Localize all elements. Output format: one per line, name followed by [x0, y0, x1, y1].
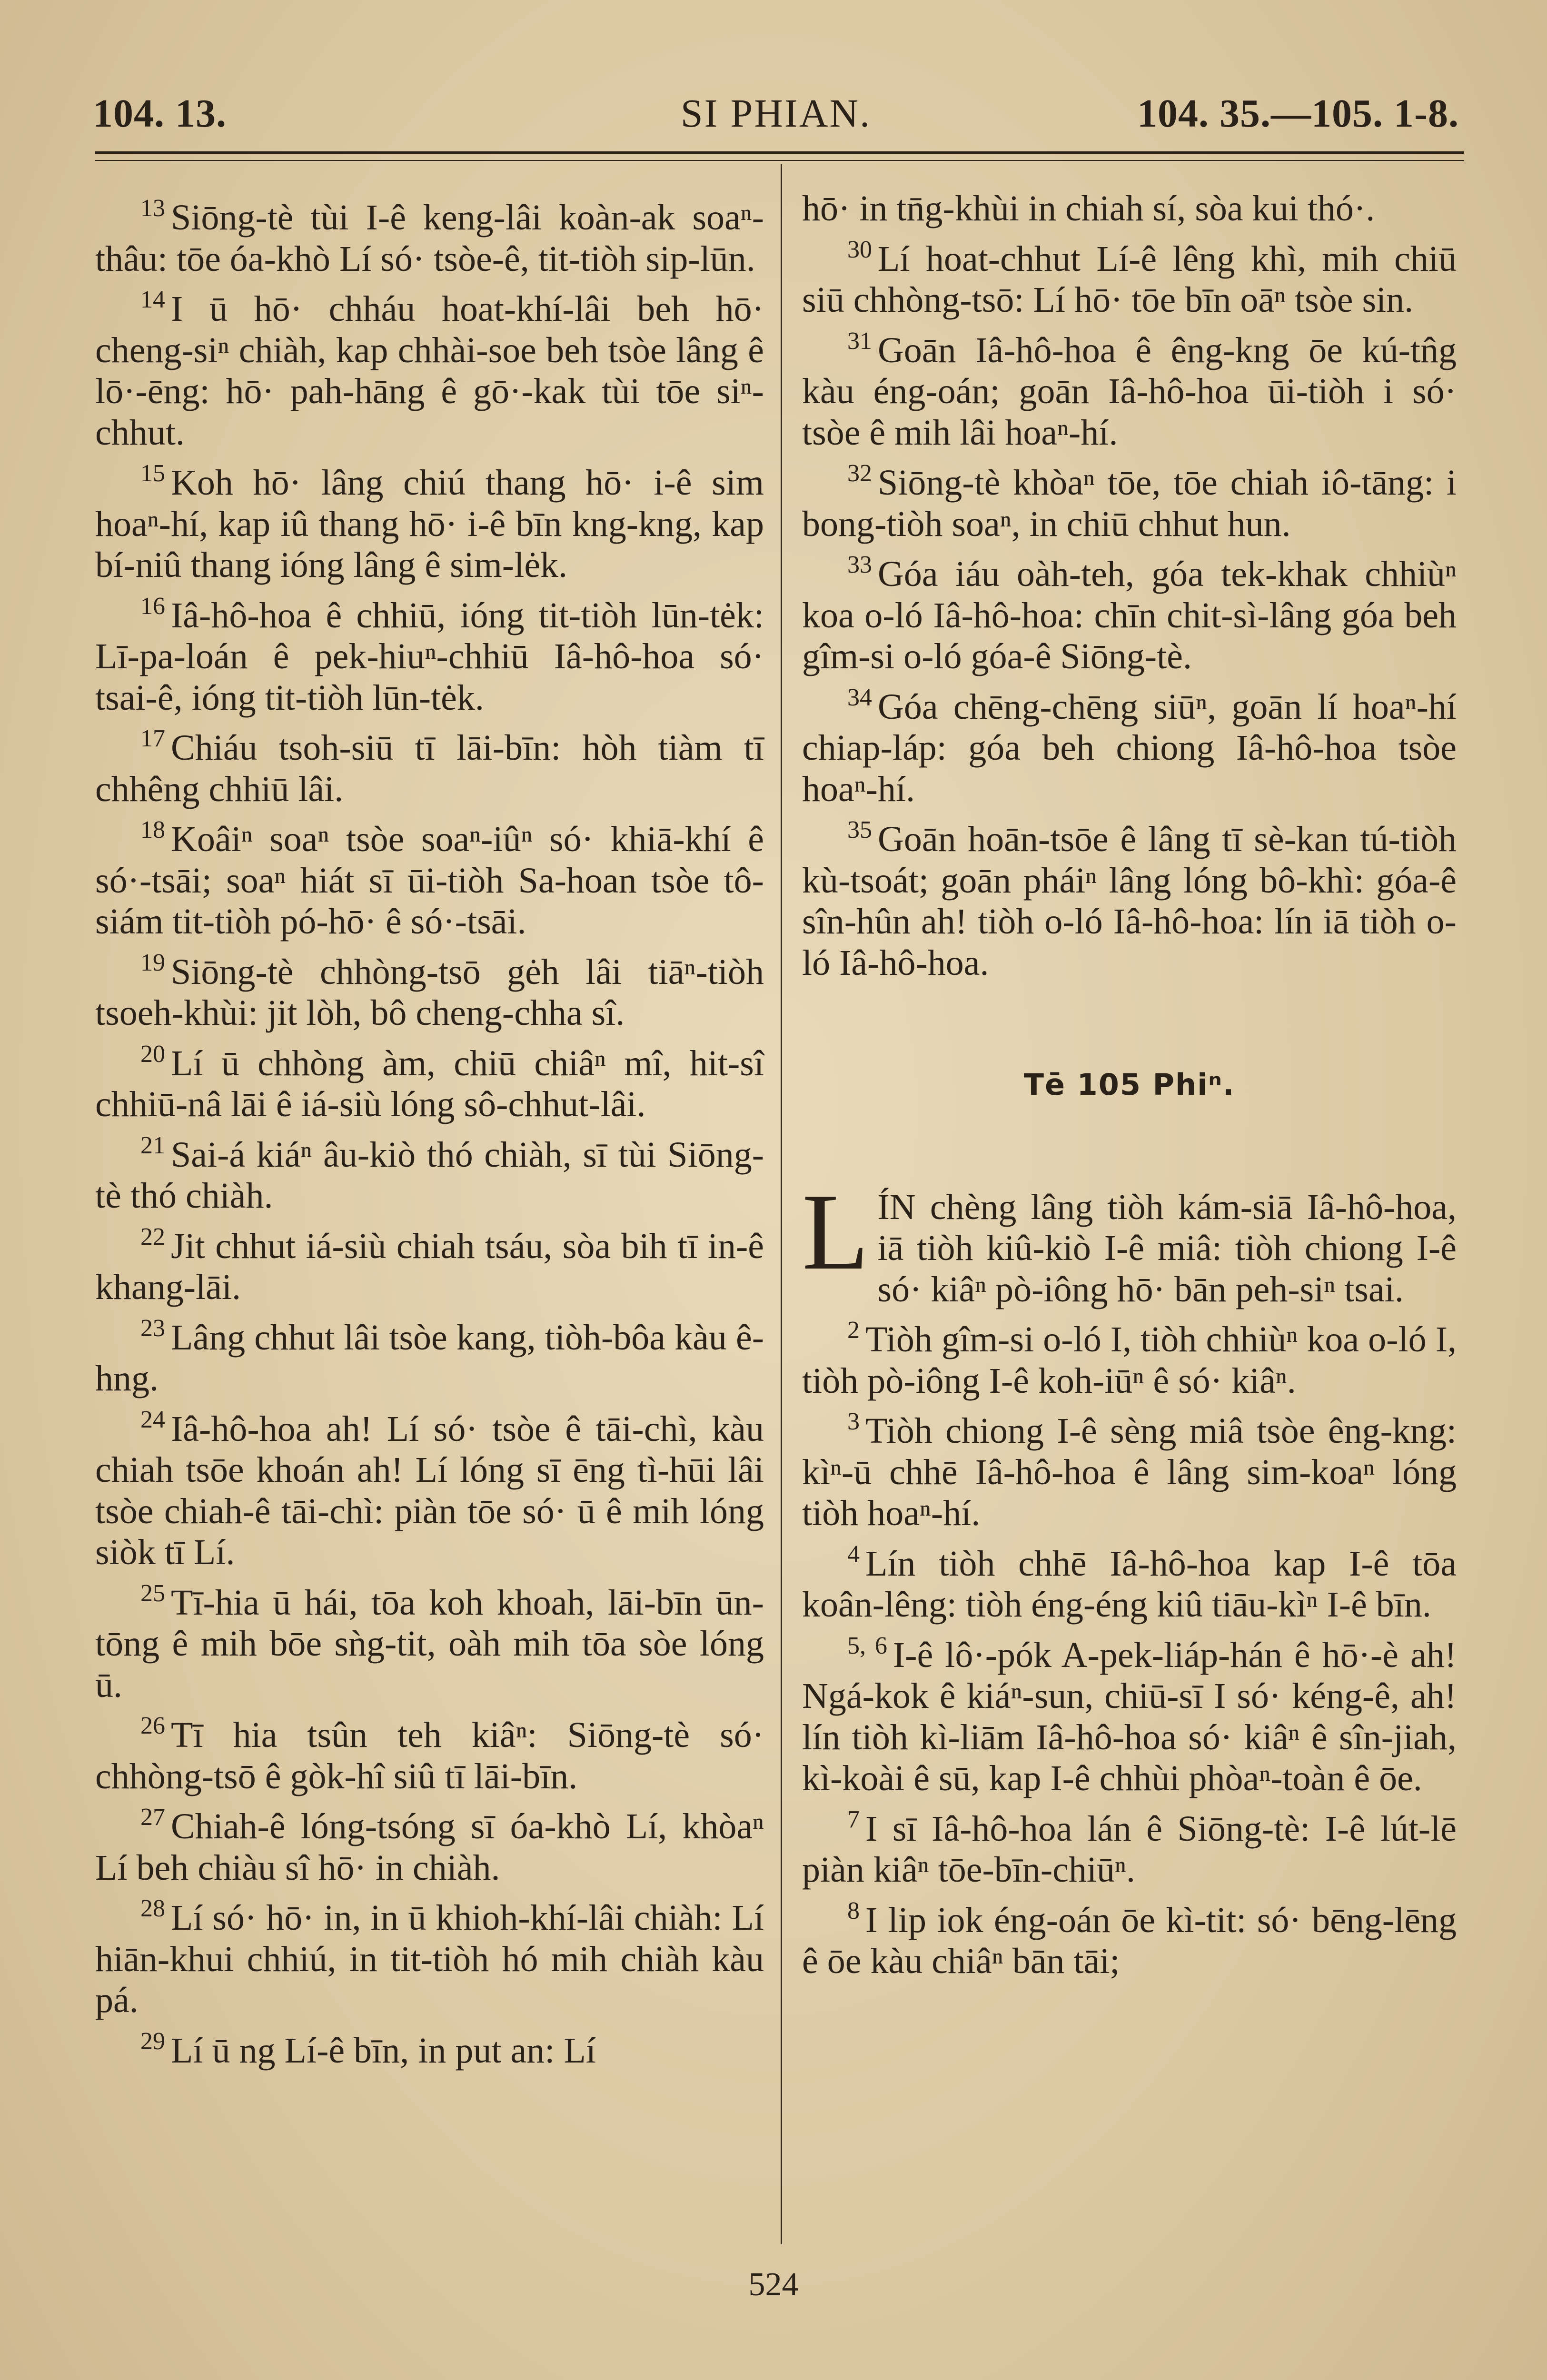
verse	[95, 1888, 764, 2021]
left-column	[95, 188, 764, 2071]
verse-text: Chiáu tsoh-siū tī lāi-bīn: hòh tiàm tī chhêng chhiū lâi.	[95, 728, 764, 809]
verse-number: 20	[140, 1040, 165, 1068]
verse-number: 30	[847, 236, 872, 263]
drop-cap: L	[802, 1170, 869, 1292]
verse	[802, 321, 1457, 454]
verse-number: 4	[847, 1540, 860, 1568]
chapter-heading: Tē 105 Phiⁿ.	[1023, 1067, 1235, 1102]
verse	[95, 2021, 764, 2072]
verse-number: 29	[140, 2027, 165, 2055]
verse-text: I ū hō· chháu hoat-khí-lâi beh hō· cheng-siⁿ chiàh, kap chhài-soe beh tsòe lâng ê lō·-ēng: hō· pah-hāng ê gō·-kak tùi tōe siⁿ-chhut.	[95, 289, 764, 453]
verse-text: Lí ū ng Lí-ê bīn, in put an: Lí	[171, 2030, 596, 2071]
verse-number: 16	[140, 592, 165, 620]
verse	[802, 1170, 1457, 1310]
verse	[802, 1534, 1457, 1626]
verse	[95, 810, 764, 942]
verse-number: 7	[847, 1805, 860, 1833]
verse-text: I sī Iâ-hô-hoa lán ê Siōng-tè: I-ê lút-lē piàn kiâⁿ tōe-bīn-chiūⁿ.	[802, 1808, 1457, 1890]
verse-number: 15	[140, 460, 165, 487]
verse-text: Chiah-ê lóng-tsóng sī óa-khò Lí, khòaⁿ Lí beh chiàu sî hō· in chiàh.	[95, 1806, 764, 1888]
verse-number: 25	[140, 1579, 165, 1607]
verse-number: 17	[140, 725, 165, 752]
verse-text: Siōng-tè chhòng-tsō gėh lâi tiāⁿ-tiòh tsoeh-khùi: jit lòh, bô cheng-chha sî.	[95, 952, 764, 1033]
verse	[802, 1891, 1457, 1982]
verse	[95, 1308, 764, 1399]
verse-text: I-ê lô·-pók A-pek-liáp-hán ê hō·-è ah! Ngá-kok ê kiáⁿ-sun, chiū-sī I só· kéng-ê, ah! lín tiòh kì-liām Iâ-hô-hoa só· kiâⁿ ê sîn-jiah, kì-koài ê sū, kap I-ê chhùi phòaⁿ-toàn ê ōe.	[802, 1635, 1457, 1798]
verse-text: Lí hoat-chhut Lí-ê lêng khì, mih chiū siū chhòng-tsō: Lí hō· tōe bīn oāⁿ tsòe sin.	[802, 238, 1457, 320]
verse-number: 19	[140, 949, 165, 976]
verse-text: Lí ū chhòng àm, chiū chiâⁿ mî, hit-sî chhiū-nâ lāi ê iá-siù lóng sô-chhut-lâi.	[95, 1043, 764, 1124]
verse	[802, 545, 1457, 677]
header-right-reference: 104. 35.—105. 1-8.	[1137, 91, 1459, 136]
verse-text: Tī-hia ū hái, tōa koh khoah, lāi-bīn ūn-tōng ê mih bōe sǹg-tit, oàh mih tōa sòe lóng ū.	[95, 1582, 764, 1705]
verse-number: 35	[847, 816, 872, 843]
verse-text: Koh hō· lâng chiú thang hō· i-ê sim hoaⁿ-hí, kap iû thang hō· i-ê bīn kng-kng, kap bí-niû thang ióng lâng ê sim-lėk.	[95, 463, 764, 585]
verse-text: Lâng chhut lâi tsòe kang, tiòh-bôa kàu ê-hng.	[95, 1317, 764, 1398]
verse-text: Iâ-hô-hoa ê chhiū, ióng tit-tiòh lūn-tėk: Lī-pa-loán ê pek-hiuⁿ-chhiū Iâ-hô-hoa só· tsai-ê, ióng tit-tiòh lūn-tėk.	[95, 595, 764, 718]
verse-text: Tiòh gîm-si o-ló I, tiòh chhiùⁿ koa o-ló I, tiòh pò-iông I-ê koh-iūⁿ ê só· kiâⁿ.	[802, 1319, 1457, 1401]
verse-continuation	[802, 188, 1457, 229]
verse	[95, 279, 764, 453]
verse-text: Goān hoān-tsōe ê lâng tī sè-kan tú-tiòh kù-tsoát; goān pháiⁿ lâng lóng bô-khì: góa-ê sîn-hûn ah! tiòh o-ló Iâ-hô-hoa: lín iā tiòh o-ló Iâ-hô-hoa.	[802, 819, 1457, 983]
verse-number: 24	[140, 1406, 165, 1433]
verse	[95, 718, 764, 810]
chapter-opening	[802, 1170, 1457, 1310]
verse	[95, 1217, 764, 1308]
verse-number: 27	[140, 1804, 165, 1831]
verse	[802, 810, 1457, 983]
verse-text: Tiòh chiong I-ê sèng miâ tsòe êng-kng: kìⁿ-ū chhē Iâ-hô-hoa ê lâng sim-koaⁿ lóng tiòh hoaⁿ-hí.	[802, 1411, 1457, 1533]
verse	[95, 1125, 764, 1217]
header-rule-thin	[95, 160, 1464, 161]
verse-number: 34	[847, 684, 872, 711]
verse-text: Lín tiòh chhē Iâ-hô-hoa kap I-ê tōa koân-lêng: tiòh éng-éng kiû tiāu-kìⁿ I-ê bīn.	[802, 1543, 1457, 1625]
verse-text: I lip iok éng-oán ōe kì-tit: só· bēng-lēng ê ōe kàu chiâⁿ bān tāi;	[802, 1900, 1457, 1981]
verse-text: Góa chēng-chēng siūⁿ, goān lí hoaⁿ-hí chiap-láp: góa beh chiong Iâ-hô-hoa tsòe hoaⁿ-hí.	[802, 686, 1457, 809]
verse-number: 13	[140, 195, 165, 222]
verse	[95, 586, 764, 719]
verse-number: 3	[847, 1408, 860, 1435]
verse-text: Lí só· hō· in, in ū khioh-khí-lâi chiàh: Lí hiān-khui chhiú, in tit-tiòh hó mih chiàh kàu pá.	[95, 1898, 764, 2020]
verse	[802, 1626, 1457, 1799]
verse-text: Góa iáu oàh-teh, góa tek-khak chhiùⁿ koa o-ló Iâ-hô-hoa: chīn chit-sì-lâng góa beh gîm-si o-ló góa-ê Siōng-tè.	[802, 554, 1457, 676]
header-left-reference: 104. 13.	[93, 91, 227, 136]
verse-text: Goān Iâ-hô-hoa ê êng-kng ōe kú-tn̂g kàu éng-oán; goān Iâ-hô-hoa ūi-tiòh i só· tsòe ê mih lâi hoaⁿ-hí.	[802, 330, 1457, 453]
verse-number: 31	[847, 327, 872, 355]
verse-number: 21	[140, 1131, 165, 1159]
verse-text: Jit chhut iá-siù chiah tsáu, sòa bih tī in-ê khang-lāi.	[95, 1226, 764, 1307]
verse-text: ÍN chèng lâng tiòh kám-siā Iâ-hô-hoa, iā tiòh kiû-kiò I-ê miâ: tiòh chiong I-ê só· kiâⁿ pò-iông hō· bān peh-siⁿ tsai.	[877, 1187, 1457, 1309]
verse-number: 22	[140, 1223, 165, 1250]
verse	[802, 229, 1457, 321]
verse-number: 28	[140, 1895, 165, 1922]
running-header	[93, 90, 1459, 148]
verse-text: hō· in tn̄g-khùi in chiah sí, sòa kui thó·.	[802, 188, 1375, 228]
verse-number: 14	[140, 286, 165, 313]
verse-text: Siōng-tè khòaⁿ tōe, tōe chiah iô-tāng: i bong-tiòh soaⁿ, in chiū chhut hun.	[802, 463, 1457, 544]
verse-number: 5, 6	[847, 1632, 887, 1659]
verse-text: Sai-á kiáⁿ âu-kiò thó chiàh, sī tùi Siōng-tè thó chiàh.	[95, 1134, 764, 1216]
right-column	[802, 188, 1457, 1982]
header-rule-thick	[95, 151, 1464, 154]
column-divider	[781, 164, 782, 2244]
header-book-title: SI PHIAN.	[680, 91, 872, 136]
verse-number: 32	[847, 460, 872, 487]
verse-text: Tī hia tsûn teh kiâⁿ: Siōng-tè só· chhòng-tsō ê gòk-hî siû tī lāi-bīn.	[95, 1715, 764, 1796]
verse-text: Siōng-tè tùi I-ê keng-lâi koàn-ak soaⁿ-thâu: tōe óa-khò Lí só· tsòe-ê, tit-tiòh sip-lūn.	[95, 198, 764, 279]
verse-number: 8	[847, 1897, 860, 1924]
verse	[95, 1399, 764, 1573]
page-number: 524	[748, 2266, 799, 2303]
verse-number: 23	[140, 1314, 165, 1342]
verse	[95, 1797, 764, 1888]
verse	[802, 1401, 1457, 1534]
verse	[95, 1573, 764, 1706]
verse	[802, 453, 1457, 545]
verse-number: 18	[140, 816, 165, 843]
verse	[95, 1034, 764, 1125]
verse	[802, 677, 1457, 810]
verse	[95, 1706, 764, 1797]
verse-number: 26	[140, 1712, 165, 1739]
verse-number: 2	[847, 1317, 860, 1344]
verse-text: Iâ-hô-hoa ah! Lí só· tsòe ê tāi-chì, kàu chiah tsōe khoán ah! Lí lóng sī ēng tì-hūi lâi tsòe chiah-ê tāi-chì: piàn tōe só· ū ê mih lóng siòk tī Lí.	[95, 1408, 764, 1572]
verse	[95, 942, 764, 1034]
verse	[802, 1799, 1457, 1891]
verse-text: Koâiⁿ soaⁿ tsòe soaⁿ-iûⁿ só· khiā-khí ê só·-tsāi; soaⁿ hiát sī ūi-tiòh Sa-hoan tsòe tô-siám tit-tiòh pó-hō· ê só·-tsāi.	[95, 819, 764, 942]
verse	[95, 453, 764, 586]
verse	[95, 188, 764, 279]
verse	[802, 1310, 1457, 1401]
verse-number: 33	[847, 551, 872, 578]
